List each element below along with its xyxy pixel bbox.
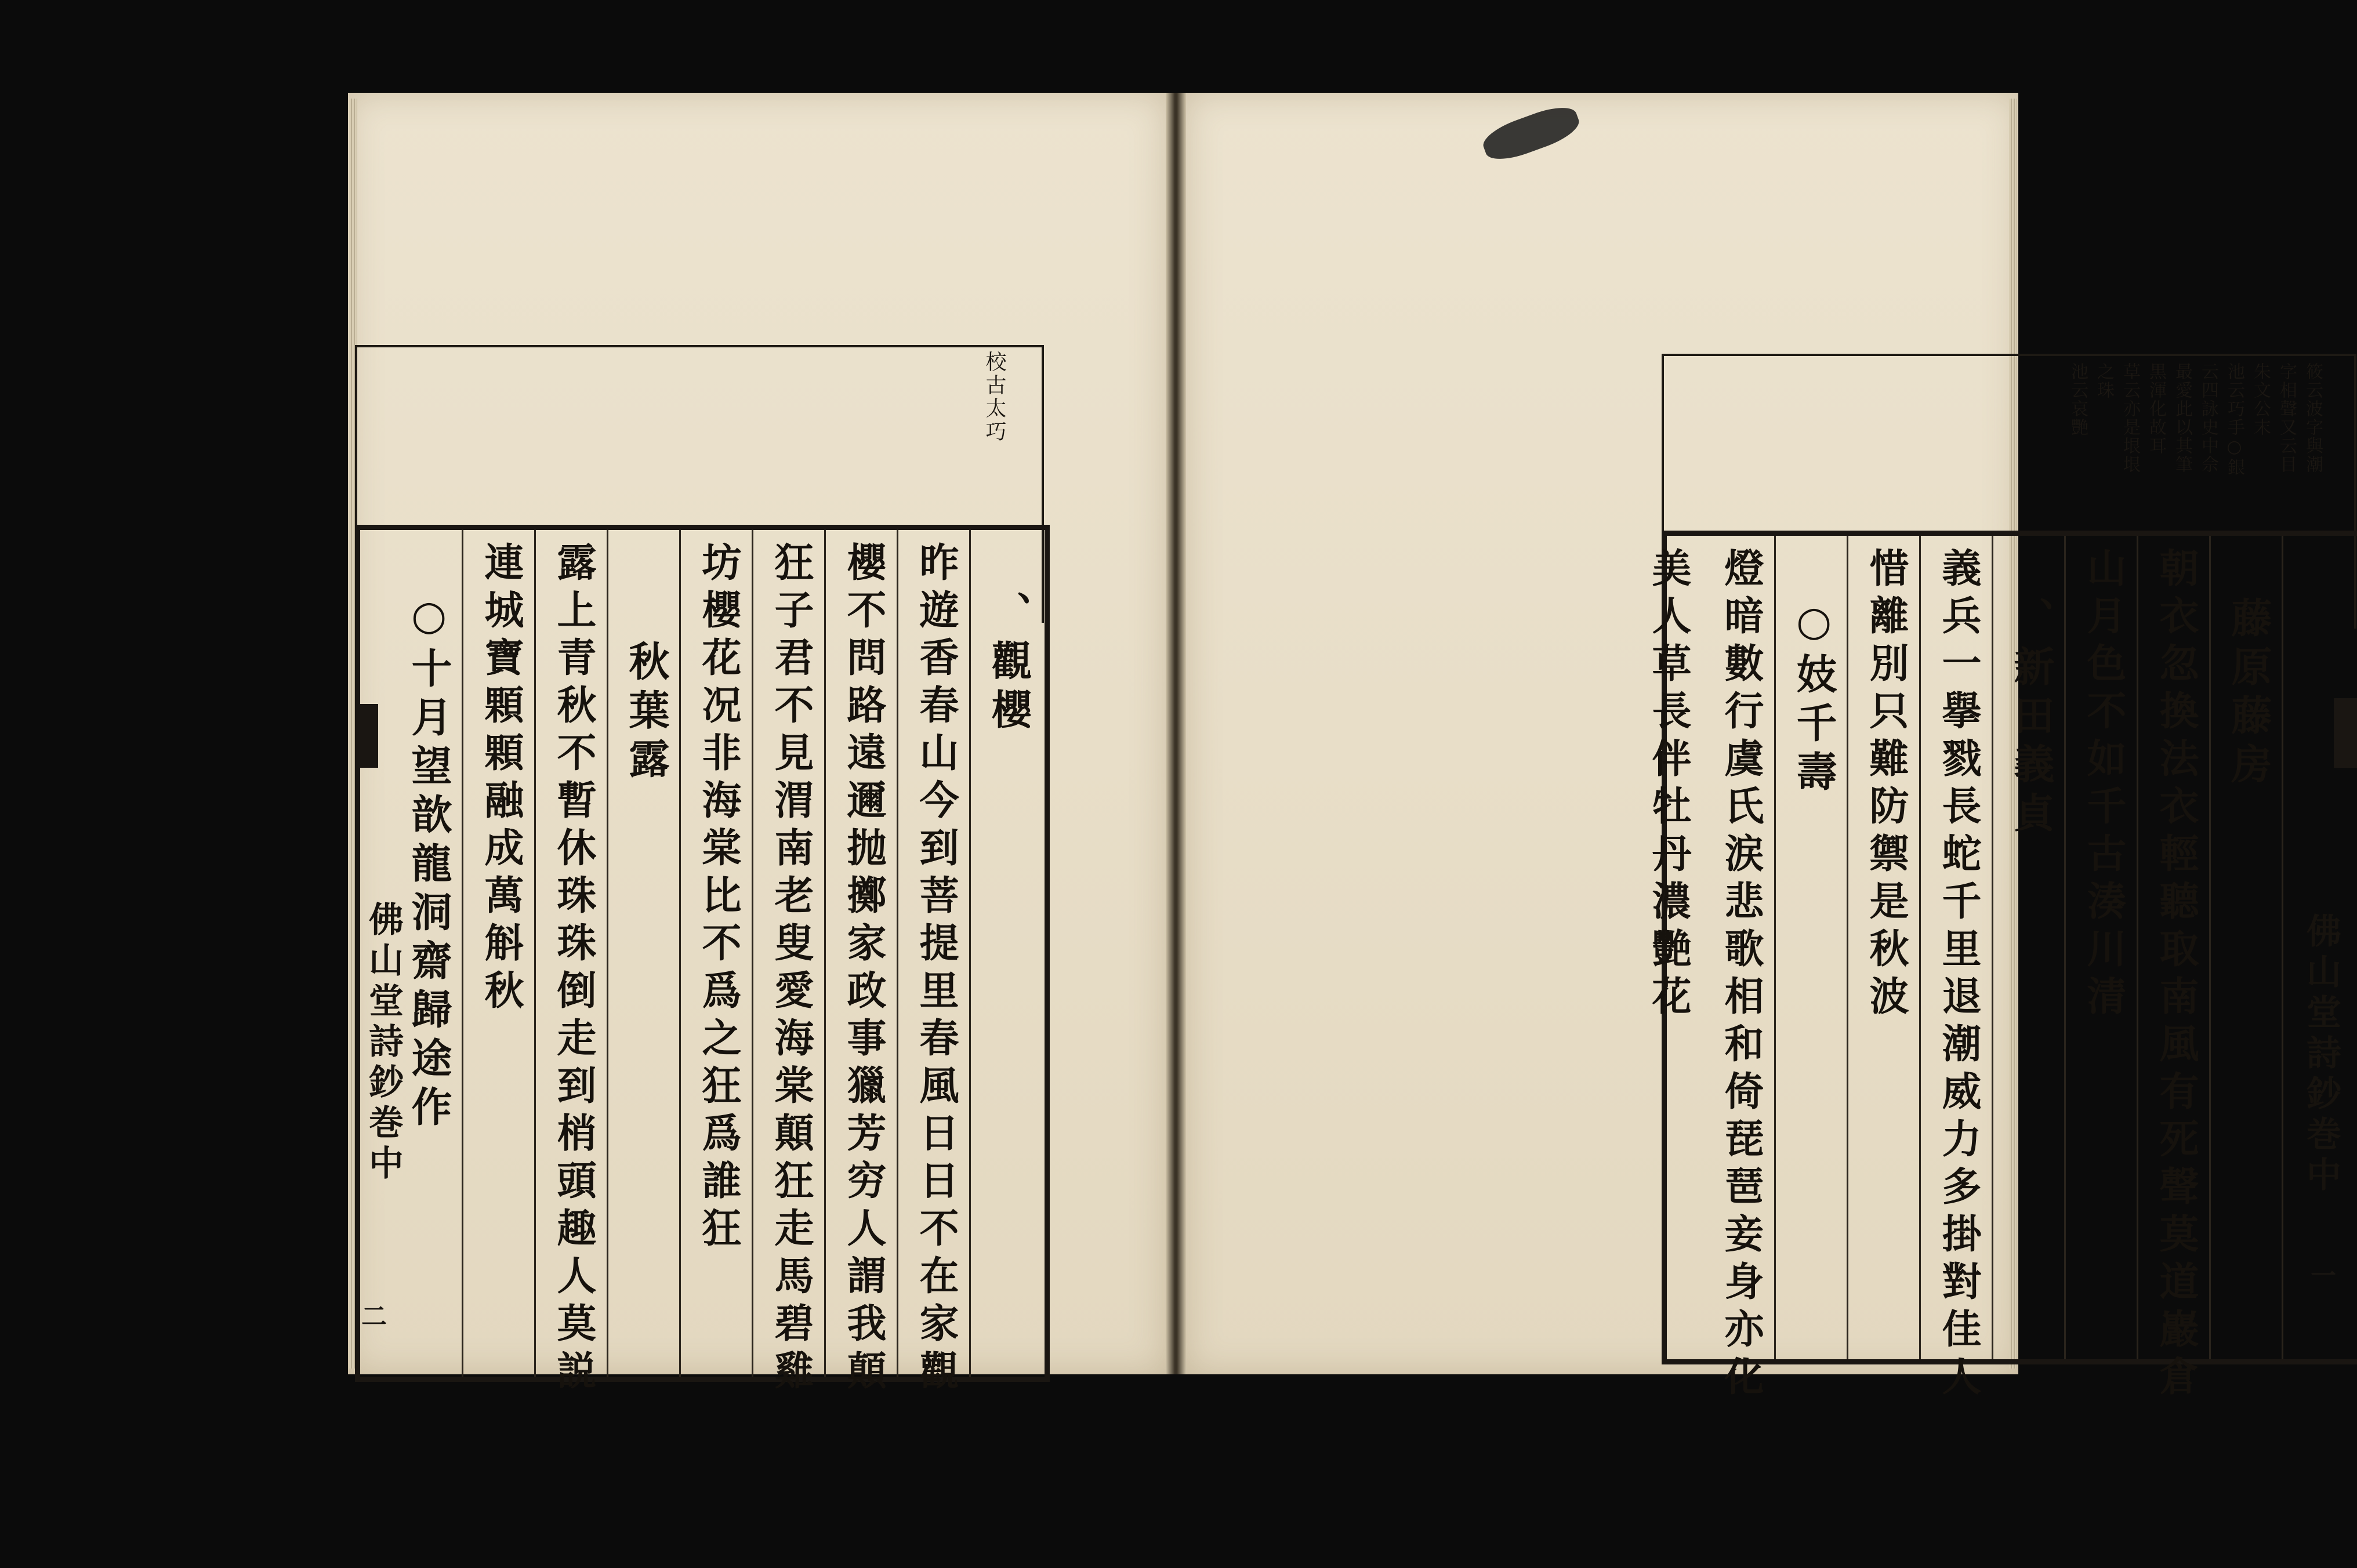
column-rule [752, 530, 753, 1377]
right-text-frame [1645, 531, 2357, 1403]
text-column: 櫻不問路遠邇抛擲家政事獵芳穷人謂我顛 [840, 542, 887, 1398]
column-rule [969, 530, 971, 1377]
fold-title: 佛山堂詩鈔巻中 [2301, 913, 2341, 1197]
open-book [348, 93, 2341, 1403]
annotation-line: 黒渾化故耳 [2146, 362, 2166, 455]
text-column: 露上青秋不暫休珠珠倒走到梢頭趣人莫説 [550, 542, 597, 1398]
fold-title: 佛山堂詩鈔巻中 [363, 901, 404, 1185]
column-rule [607, 530, 608, 1377]
column-rule [2209, 536, 2211, 1359]
column-rule [462, 530, 463, 1377]
column-rule [1919, 536, 1921, 1359]
text-column: 燈暗數行虞氏涙悲歌相和倚琵琶妾身亦化 [1718, 547, 1764, 1403]
poem-title: ○十月望歆龍洞齋歸途作 [405, 591, 453, 1134]
text-column: 連城寶顆顆融成萬斛秋 [478, 542, 524, 1017]
poem-title: 、觀櫻 [985, 591, 1033, 737]
annotation-line: 字相聲又云目 [2276, 362, 2297, 474]
ink-stain [1479, 100, 1583, 167]
column-rule [534, 530, 536, 1377]
folio-number: 二 [361, 1302, 387, 1331]
right-page [1186, 93, 2341, 1403]
poem-title: ○妓千壽 [1790, 597, 1838, 799]
fold-marker [355, 704, 378, 768]
annotation-line: 最愛此以其筆 [2172, 362, 2192, 474]
text-column: 坊櫻花况非海棠比不爲之狂爲誰狂 [695, 542, 742, 1255]
poem-title: 秋葉露 [622, 640, 670, 786]
text-column: 美人草長伴牡丹濃艷花 [1645, 547, 1692, 1023]
annotation-line: 池云哀艷 [2068, 362, 2088, 437]
text-column: 惜離別只難防禦是秋波 [1863, 547, 1909, 1023]
left-head-note: 校古太巧 [982, 351, 1006, 444]
annotation-line: 草云亦是垠垠 [2120, 362, 2140, 474]
text-column: 朝衣忽換法衣輕聽取南風有死聲莫道巖倉 [2153, 547, 2199, 1403]
author-name: 藤原藤房 [2225, 597, 2273, 792]
text-column: 狂子君不見渭南老叟愛海棠顛狂走馬碧雞 [768, 542, 814, 1398]
folio-number: 一 [2311, 1261, 2336, 1291]
text-column: 山月色不如千古湊川清 [2080, 547, 2127, 1023]
column-rule [2137, 536, 2138, 1359]
text-column: 義兵一擧戮長蛇千里退潮威力多掛對佳人 [1935, 547, 1982, 1403]
fold-marker [2334, 698, 2357, 768]
poem-title: 、新田義貞 [2007, 597, 2055, 840]
column-rule [2282, 536, 2283, 1359]
column-rule [2064, 536, 2066, 1359]
left-text-frame [355, 525, 1050, 1398]
annotation-line: 筱云波字與潮 [2302, 362, 2323, 474]
annotation-line: 云四詠史中佘 [2198, 362, 2218, 474]
left-page [348, 93, 1166, 1398]
column-rule [824, 530, 826, 1377]
column-rule [1847, 536, 1848, 1359]
column-rule [679, 530, 681, 1377]
text-column: 昨遊香春山今到菩提里春風日日不在家觀 [913, 542, 959, 1398]
book-gutter [1166, 93, 1186, 1374]
annotation-line: 池云巧手○銀 [2224, 362, 2244, 477]
annotation-line: 之珠 [2094, 362, 2114, 400]
column-rule [1992, 536, 1993, 1359]
column-rule [897, 530, 898, 1377]
column-rule [1774, 536, 1776, 1359]
annotation-line: 朱文公末 [2250, 362, 2271, 437]
